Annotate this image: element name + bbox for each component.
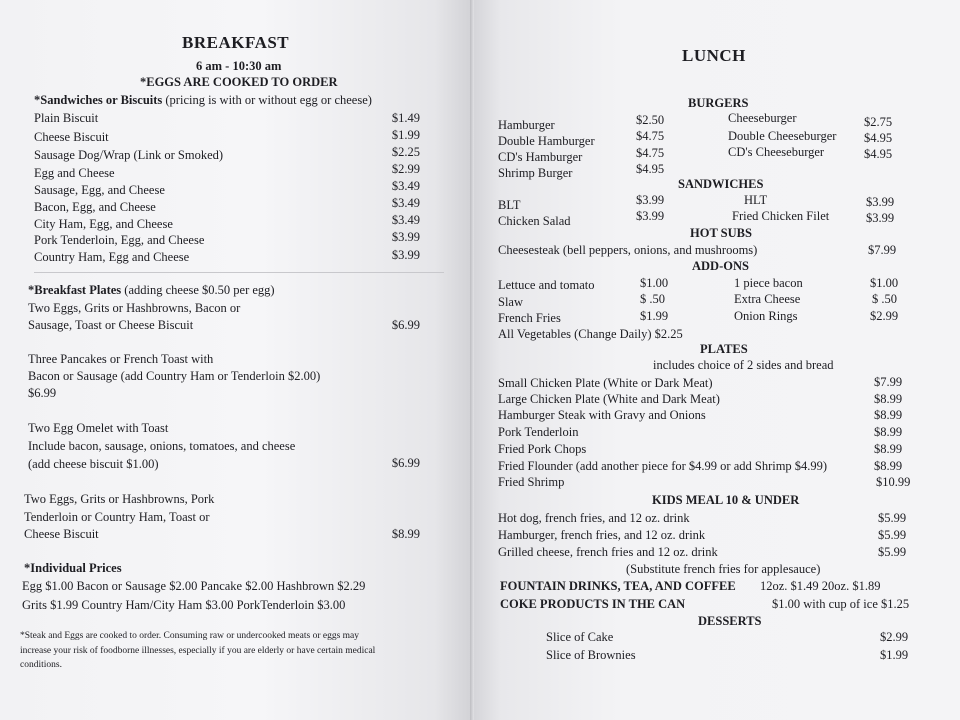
breakfast-item-price: $3.49 — [391, 213, 420, 227]
lunch-item: BLT — [498, 198, 521, 212]
lunch-item-price: $8.99 — [874, 459, 903, 473]
plate-price: $6.99 — [391, 318, 420, 332]
lunch-sandwiches-heading: SANDWICHES — [678, 177, 764, 191]
lunch-item: Extra Cheese — [734, 292, 801, 306]
lunch-item-price: $4.95 — [864, 147, 893, 161]
lunch-item: Hamburger — [498, 118, 555, 132]
lunch-item-price: $4.95 — [864, 131, 893, 145]
lunch-item-price: $2.50 — [636, 113, 665, 127]
breakfast-item-price: $1.99 — [391, 128, 420, 142]
lunch-item: Pork Tenderloin — [498, 425, 579, 439]
sandwiches-pricing-note: (pricing is with or without egg or cheese) — [162, 93, 372, 107]
lunch-item: Fried Chicken Filet — [732, 209, 830, 223]
plate-line: Two Eggs, Grits or Hashbrowns, Bacon or — [28, 301, 241, 315]
lunch-item: Small Chicken Plate (White or Dark Meat) — [498, 376, 713, 390]
lunch-item-price: $2.75 — [864, 115, 893, 129]
hot-subs-heading: HOT SUBS — [690, 226, 752, 240]
lunch-item: Fried Shrimp — [498, 475, 565, 489]
lunch-item-price: $8.99 — [874, 392, 903, 406]
breakfast-item: Country Ham, Egg and Cheese — [34, 250, 190, 264]
drinks-price: $1.00 with cup of ice $1.25 — [772, 597, 910, 611]
lunch-item-price: $5.99 — [878, 511, 907, 525]
lunch-item-price: $3.99 — [636, 209, 665, 223]
lunch-item-price: $10.99 — [876, 475, 911, 489]
plate-line: (add cheese biscuit $1.00) — [28, 457, 159, 471]
all-vegetables: All Vegetables (Change Daily) $2.25 — [498, 327, 683, 341]
lunch-item-price: $5.99 — [878, 545, 907, 559]
lunch-item: Hamburger, french fries, and 12 oz. drink — [498, 528, 706, 542]
lunch-item-price: $1.00 — [640, 276, 669, 290]
sandwiches-heading — [34, 92, 372, 108]
lunch-plates-note: includes choice of 2 sides and bread — [653, 358, 834, 372]
eggs-note: *EGGS ARE COOKED TO ORDER — [140, 75, 338, 89]
footnote: increase your risk of foodborne illnesses, especially if you are elderly or have certain medical — [20, 646, 376, 656]
lunch-item-price: $2.99 — [870, 309, 899, 323]
breakfast-item: Pork Tenderloin, Egg, and Cheese — [34, 233, 205, 247]
lunch-item-price: $7.99 — [868, 243, 897, 257]
section-divider — [34, 272, 444, 273]
lunch-item: Grilled cheese, french fries and 12 oz. drink — [498, 545, 718, 559]
breakfast-plates-heading-label: *Breakfast Plates — [28, 283, 122, 297]
lunch-item-price: $3.99 — [866, 195, 895, 209]
lunch-item: Cheesesteak (bell peppers, onions, and mushrooms) — [498, 243, 758, 257]
plate-line: Sausage, Toast or Cheese Biscuit — [28, 318, 194, 332]
lunch-item-price: $ .50 — [872, 292, 897, 306]
sandwiches-heading-label: *Sandwiches or Biscuits — [34, 93, 163, 107]
burgers-heading: BURGERS — [688, 96, 749, 110]
lunch-item: Slice of Brownies — [546, 648, 636, 662]
page-fold — [470, 0, 474, 720]
lunch-item: Onion Rings — [734, 309, 798, 323]
plate-price: $6.99 — [28, 386, 57, 400]
lunch-item: Chicken Salad — [498, 214, 571, 228]
drinks-item: COKE PRODUCTS IN THE CAN — [500, 597, 686, 611]
lunch-item: Fried Flounder (add another piece for $4.99 or add Shrimp $4.99) — [498, 459, 828, 473]
plate-line: Tenderloin or Country Ham, Toast or — [24, 510, 210, 524]
lunch-item: Double Hamburger — [498, 134, 595, 148]
lunch-item-price: $1.99 — [640, 309, 669, 323]
breakfast-title: BREAKFAST — [182, 33, 290, 52]
plate-line: Three Pancakes or French Toast with — [28, 352, 214, 366]
lunch-item-price: $4.75 — [636, 146, 665, 160]
lunch-item-price: $4.75 — [636, 129, 665, 143]
lunch-item-price: $8.99 — [874, 442, 903, 456]
breakfast-hours: 6 am - 10:30 am — [196, 59, 282, 73]
add-ons-heading: ADD-ONS — [692, 259, 749, 273]
breakfast-item-price: $2.25 — [391, 145, 420, 159]
footnote: *Steak and Eggs are cooked to order. Consuming raw or undercooked meats or eggs may — [20, 631, 360, 641]
breakfast-item: Plain Biscuit — [34, 111, 99, 125]
plate-line: Two Egg Omelet with Toast — [28, 421, 169, 435]
lunch-item: CD's Cheeseburger — [728, 145, 825, 159]
plate-price: $8.99 — [391, 527, 420, 541]
lunch-item: Hamburger Steak with Gravy and Onions — [498, 408, 706, 422]
breakfast-plates-note: (adding cheese $0.50 per egg) — [121, 283, 275, 297]
individual-prices-line: Grits $1.99 Country Ham/City Ham $3.00 PorkTenderloin $3.00 — [22, 598, 346, 612]
plate-price: $6.99 — [391, 456, 420, 470]
plate-line: Bacon or Sausage (add Country Ham or Tenderloin $2.00) — [28, 369, 321, 383]
breakfast-plates-heading — [28, 282, 275, 298]
breakfast-item: Bacon, Egg, and Cheese — [34, 200, 156, 214]
lunch-item-price: $1.00 — [870, 276, 899, 290]
lunch-item: HLT — [744, 193, 768, 207]
lunch-item: Lettuce and tomato — [498, 278, 595, 292]
lunch-item: CD's Hamburger — [498, 150, 583, 164]
lunch-item: French Fries — [498, 311, 561, 325]
lunch-title: LUNCH — [682, 46, 746, 65]
lunch-item: Shrimp Burger — [498, 166, 573, 180]
lunch-item-price: $4.95 — [636, 162, 665, 176]
individual-prices-line: Egg $1.00 Bacon or Sausage $2.00 Pancake $2.00 Hashbrown $2.29 — [22, 579, 366, 593]
lunch-item: Double Cheeseburger — [728, 129, 837, 143]
breakfast-item: Sausage, Egg, and Cheese — [34, 183, 165, 197]
drinks-item: FOUNTAIN DRINKS, TEA, AND COFFEE — [500, 579, 736, 593]
breakfast-item: City Ham, Egg, and Cheese — [34, 217, 173, 231]
lunch-item-price: $5.99 — [878, 528, 907, 542]
lunch-item-price: $2.99 — [880, 630, 909, 644]
lunch-item-price: $1.99 — [880, 648, 909, 662]
plate-line: Include bacon, sausage, onions, tomatoes, and cheese — [28, 439, 296, 453]
individual-prices-heading: *Individual Prices — [24, 561, 122, 575]
breakfast-item-price: $3.99 — [391, 248, 420, 262]
lunch-item: 1 piece bacon — [734, 276, 803, 290]
lunch-item-price: $7.99 — [874, 375, 903, 389]
lunch-item: Fried Pork Chops — [498, 442, 587, 456]
drinks-price: 12oz. $1.49 20oz. $1.89 — [760, 579, 881, 593]
plate-line: Two Eggs, Grits or Hashbrowns, Pork — [24, 492, 215, 506]
lunch-item-price: $3.99 — [636, 193, 665, 207]
breakfast-item: Cheese Biscuit — [34, 130, 109, 144]
lunch-item: Slice of Cake — [546, 630, 614, 644]
desserts-heading: DESSERTS — [698, 614, 762, 628]
footnote: conditions. — [20, 660, 62, 670]
lunch-item-price: $3.99 — [866, 211, 895, 225]
kids-note: (Substitute french fries for applesauce) — [626, 562, 821, 576]
lunch-item: Hot dog, french fries, and 12 oz. drink — [498, 511, 690, 525]
plate-line: Cheese Biscuit — [24, 527, 99, 541]
breakfast-item: Sausage Dog/Wrap (Link or Smoked) — [34, 148, 224, 162]
lunch-item-price: $ .50 — [640, 292, 665, 306]
lunch-item: Slaw — [498, 295, 523, 309]
breakfast-item: Egg and Cheese — [34, 166, 115, 180]
lunch-plates-heading: PLATES — [700, 342, 748, 356]
breakfast-item-price: $3.49 — [391, 196, 420, 210]
kids-meal-heading: KIDS MEAL 10 & UNDER — [652, 493, 800, 507]
lunch-item: Cheeseburger — [728, 111, 797, 125]
breakfast-item-price: $3.99 — [391, 230, 420, 244]
lunch-item-price: $8.99 — [874, 408, 903, 422]
breakfast-item-price: $2.99 — [391, 162, 420, 176]
lunch-item: Large Chicken Plate (White and Dark Meat) — [498, 392, 720, 406]
breakfast-item-price: $1.49 — [391, 111, 420, 125]
lunch-item-price: $8.99 — [874, 425, 903, 439]
breakfast-item-price: $3.49 — [391, 179, 420, 193]
